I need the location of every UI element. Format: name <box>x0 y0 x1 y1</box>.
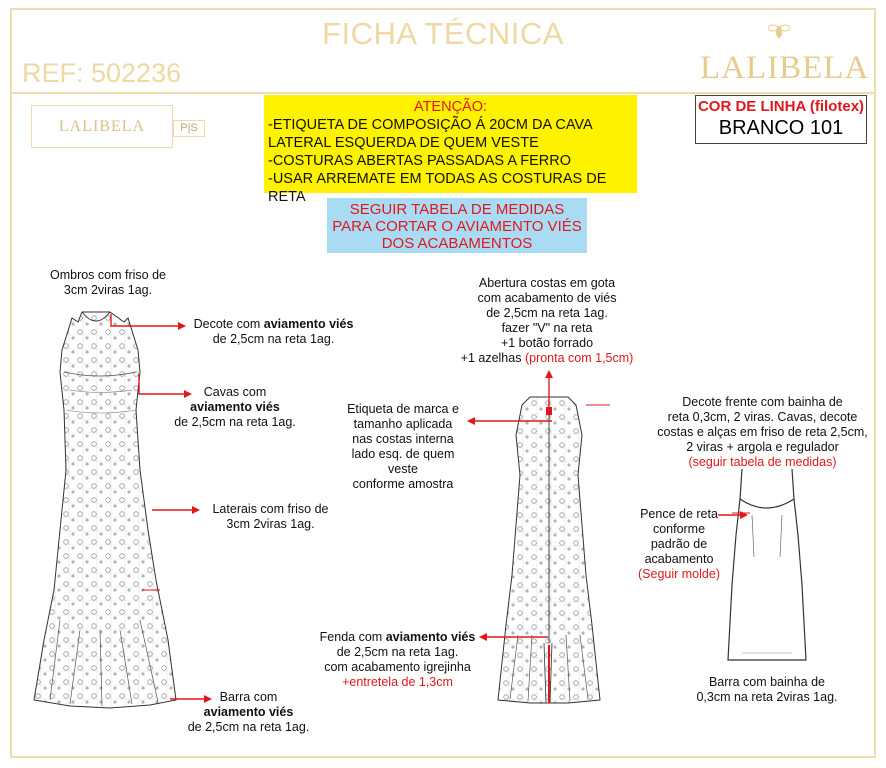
note-line: Etiqueta de marca e <box>347 402 459 416</box>
note-line: de 2,5cm na reta 1ag. <box>174 415 296 429</box>
note-line: Cavas com <box>203 385 267 399</box>
attention-line: -COSTURAS ABERTAS PASSADAS A FERRO <box>268 153 571 169</box>
note-line: acabamento <box>644 552 714 566</box>
note-line: reta 0,3cm, 2 viras. Cavas, decote <box>667 410 858 424</box>
reference-code: REF: 502236 <box>22 58 182 88</box>
neckline-note <box>186 317 361 347</box>
lining-hem-note <box>682 675 852 705</box>
measures-note <box>327 198 587 253</box>
note-line: Fenda com aviamento viés <box>319 630 476 644</box>
bee-icon <box>768 22 790 40</box>
note-line: aviamento viés <box>203 705 294 719</box>
note-line: conforme amostra <box>352 477 454 491</box>
label-logo-box: LALIBELA <box>31 105 173 148</box>
lining-neckline-note <box>650 395 875 470</box>
note-line: 2 viras + argola e regulador <box>686 440 839 454</box>
note-line: Ombros com friso de <box>49 268 166 282</box>
thread-color-value: BRANCO 101 <box>718 117 844 139</box>
label-arrow <box>464 414 554 428</box>
back-dress-drawing <box>488 385 613 705</box>
back-opening-note <box>452 276 642 366</box>
measures-line: PARA CORTAR O AVIAMENTO VIÉS <box>332 218 582 235</box>
note-line: +1 botão forrado <box>500 336 594 350</box>
size-label-box: P|S <box>173 120 205 137</box>
brand-label-note <box>336 402 470 492</box>
note-line: Decote frente com bainha de <box>682 395 843 409</box>
note-line: aviamento viés <box>190 400 280 414</box>
note-line: 3cm 2viras 1ag. <box>226 517 315 531</box>
note-line: (Seguir molde) <box>638 567 720 581</box>
note-line: costas e alças em friso de reta 2,5cm, <box>657 425 868 439</box>
attention-box <box>264 95 637 205</box>
measures-line: DOS ACABAMENTOS <box>381 235 533 252</box>
note-line: de 2,5cm na reta 1ag. <box>212 332 335 346</box>
note-line: de 2,5cm na reta 1ag. <box>187 720 310 734</box>
note-line: Decote com aviamento viés <box>193 317 354 331</box>
note-line: com acabamento de viés <box>477 291 617 305</box>
note-line: +1 azelhas (pronta com 1,5cm) <box>460 351 634 365</box>
note-line: Barra com bainha de <box>708 675 826 689</box>
attention-heading: ATENÇÃO: <box>413 99 488 115</box>
note-line: (seguir tabela de medidas) <box>688 455 837 469</box>
neckline-arrow <box>108 312 188 332</box>
thread-color-label: COR DE LINHA (filotex) <box>697 98 865 115</box>
slit-note <box>315 630 480 690</box>
slit-arrow <box>476 630 550 644</box>
note-line: Barra com <box>219 690 278 704</box>
note-line: conforme <box>652 522 706 536</box>
note-line: lado esq. de quem veste <box>351 447 455 476</box>
header-divider <box>10 92 876 94</box>
armholes-note <box>160 385 310 430</box>
sides-note <box>198 502 343 532</box>
note-line: 3cm 2viras 1ag. <box>63 283 153 297</box>
note-line: nas costas interna <box>352 432 454 446</box>
shoulders-note <box>28 268 188 298</box>
brand-logo: LALIBELA <box>700 50 870 86</box>
attention-line: LATERAL ESQUERDA DE QUEM VESTE <box>268 135 539 151</box>
note-line: 0,3cm na reta 2viras 1ag. <box>696 690 838 704</box>
sides-arrow <box>150 502 202 518</box>
hem-note <box>176 690 321 735</box>
note-line: com acabamento igrejinha <box>324 660 471 674</box>
back-opening-arrow <box>543 368 555 410</box>
note-line: Pence de reta <box>640 507 718 521</box>
thread-color-box <box>695 95 867 144</box>
attention-line: -ETIQUETA DE COMPOSIÇÃO Á 20CM DA CAVA <box>268 117 593 133</box>
note-line: de 2,5cm na reta 1ag. <box>336 645 459 659</box>
note-line: fazer "V" na reta <box>501 321 593 335</box>
note-line: padrão de <box>650 537 708 551</box>
note-line: Laterais com friso de <box>212 502 329 516</box>
note-line: de 2,5cm na reta 1ag. <box>486 306 608 320</box>
note-line: Abertura costas em gota <box>478 276 616 290</box>
page-title: FICHA TÉCNICA <box>322 16 564 51</box>
measures-line: SEGUIR TABELA DE MEDIDAS <box>349 201 565 218</box>
dart-note <box>630 507 728 582</box>
note-line: tamanho aplicada <box>353 417 453 431</box>
attention-line: -USAR ARREMATE EM TODAS AS COSTURAS DE RETA <box>268 171 607 205</box>
note-line: +entretela de 1,3cm <box>342 675 453 689</box>
lining-slip-drawing <box>722 465 812 665</box>
